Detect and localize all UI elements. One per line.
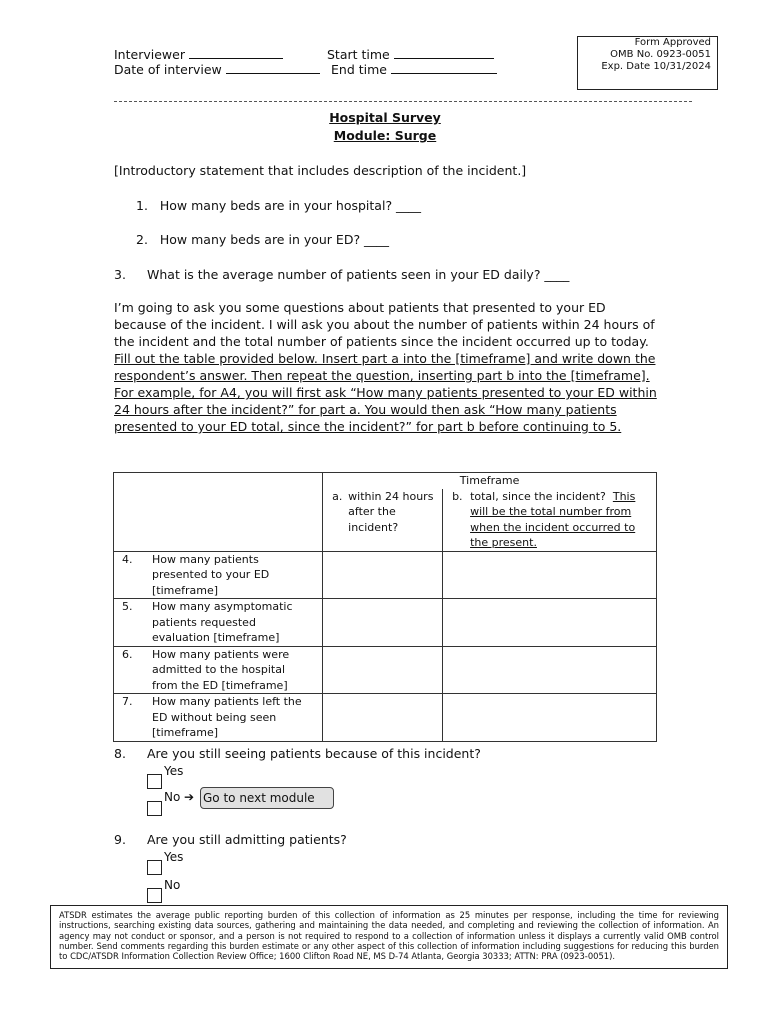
intro-statement: [Introductory statement that includes description of the incident.] — [114, 163, 527, 178]
answer-cell-b[interactable] — [443, 599, 657, 647]
question-3-text: What is the average number of patients seen in your ED daily? ____ — [147, 267, 570, 282]
question-1-text: How many beds are in your hospital? ____ — [159, 198, 422, 213]
instruction-plain-text: I’m going to ask you some questions about patients that presented to your ED because of the incident. I will ask you about the number of patients within 24 hours of the incident and the total number of patients since the incident occurred up to today. — [114, 300, 655, 349]
question-2: 2. How many beds are in your ED? ____ — [136, 232, 390, 247]
table-corner-cell — [114, 473, 323, 552]
row-question: How many patients presented to your ED [timeframe] — [152, 552, 270, 597]
arrow-right-icon: ➔ — [184, 790, 195, 804]
row-number: 6. — [122, 647, 133, 661]
omb-expiration: Exp. Date 10/31/2024 — [601, 61, 711, 72]
timeframe-header: Timeframe — [323, 473, 657, 489]
column-a-letter: a. — [332, 489, 343, 503]
question-2-text: How many beds are in your ED? ____ — [159, 232, 390, 247]
table-row — [114, 646, 657, 694]
row-question: How many patients left the ED without being seen [timeframe] — [152, 695, 302, 739]
q8-yes-label: Yes — [164, 764, 184, 778]
answer-cell-b[interactable] — [443, 646, 657, 694]
q8-no-label: No — [164, 790, 181, 804]
question-3-number: 3. — [114, 267, 126, 282]
start-time-field — [327, 47, 494, 62]
question-8-text: Are you still seeing patients because of this incident? — [147, 746, 481, 761]
omb-approval-box — [577, 36, 718, 90]
row-number: 7. — [122, 695, 133, 708]
date-of-interview-label: Date of interview — [114, 62, 222, 77]
q9-yes-checkbox[interactable] — [147, 860, 162, 875]
end-time-field — [331, 62, 497, 77]
column-a-text: within 24 hours after the incident? — [348, 489, 434, 534]
answer-cell-a[interactable] — [323, 694, 443, 742]
timeframe-table — [113, 472, 657, 742]
q8-yes-checkbox[interactable] — [147, 774, 162, 789]
row-question: How many asymptomatic patients requested evaluation [timeframe] — [152, 600, 293, 644]
end-time-label: End time — [331, 62, 387, 77]
start-time-input[interactable] — [394, 47, 494, 59]
interviewer-label: Interviewer — [114, 47, 185, 62]
column-b-underlined-note: This will be the total number from when the incident occurred to the present. — [470, 489, 636, 549]
row-number: 4. — [122, 552, 133, 566]
row-question: How many patients were admitted to the hospital from the ED [timeframe] — [152, 647, 290, 692]
burden-statement-text: ATSDR estimates the average public reporting burden of this collection of information as 25 minutes per response, including the time for reviewing instructions, searching existing data sources, gathering and maintaining the data needed, and completing and reviewing the collection of information. An agency may not conduct or sponsor, and a person is not required to respond to a collection of information unless it displays a currently valid OMB control number. Send comments regarding this burden estimate or any other aspect of this collection of information including suggestions for reducing this burden to CDC/ATSDR Information Collection Review Office; 1600 Clifton Road NE, MS D-74 Atlanta, Georgia 30333; ATTN: PRA (0923-0051). — [59, 910, 719, 962]
answer-cell-b[interactable] — [443, 694, 657, 742]
go-to-next-module-button[interactable]: Go to next module — [200, 787, 334, 809]
question-9-text: Are you still admitting patients? — [147, 832, 347, 847]
answer-cell-a[interactable] — [323, 646, 443, 694]
form-approved-text: Form Approved — [634, 37, 711, 48]
start-time-label: Start time — [327, 47, 390, 62]
q9-yes-label: Yes — [164, 850, 184, 864]
date-of-interview-field — [114, 62, 320, 77]
dashed-divider — [114, 101, 692, 102]
answer-cell-a[interactable] — [323, 599, 443, 647]
answer-cell-a[interactable] — [323, 551, 443, 599]
table-row — [114, 694, 657, 742]
interviewer-input[interactable] — [189, 47, 283, 59]
omb-number: OMB No. 0923-0051 — [610, 49, 711, 60]
column-b-text: total, since the incident? — [470, 489, 606, 503]
survey-title: Hospital Survey — [329, 110, 441, 125]
table-row — [114, 599, 657, 647]
instruction-underlined-text: Fill out the table provided below. Insert part a into the [timeframe] and write down the respondent’s answer. Then repeat the question, inserting part b into the [timeframe]. For example, for A4, you will first ask “How many patients presented to your ED within 24 hours after the incident?” for part a. You would then ask “How many patients presented to your ED total, since the incident?” for part b before continuing to 5. — [114, 351, 657, 434]
date-of-interview-input[interactable] — [226, 62, 320, 74]
row-number: 5. — [122, 600, 133, 613]
column-b-header — [443, 489, 657, 552]
module-title: Module: Surge — [333, 128, 437, 143]
burden-statement — [50, 905, 728, 969]
answer-cell-b[interactable] — [443, 551, 657, 599]
column-a-header — [323, 489, 443, 552]
question-1: 1. How many beds are in your hospital? ____ — [136, 198, 422, 213]
column-b-letter: b. — [452, 489, 463, 503]
interviewer-field — [114, 47, 283, 62]
q8-no-checkbox[interactable] — [147, 801, 162, 816]
q9-no-label: No — [164, 878, 181, 892]
question-8-number: 8. — [114, 746, 126, 761]
question-9-number: 9. — [114, 832, 126, 847]
table-row — [114, 551, 657, 599]
q9-no-checkbox[interactable] — [147, 888, 162, 903]
instruction-paragraph — [114, 299, 659, 435]
end-time-input[interactable] — [391, 62, 497, 74]
